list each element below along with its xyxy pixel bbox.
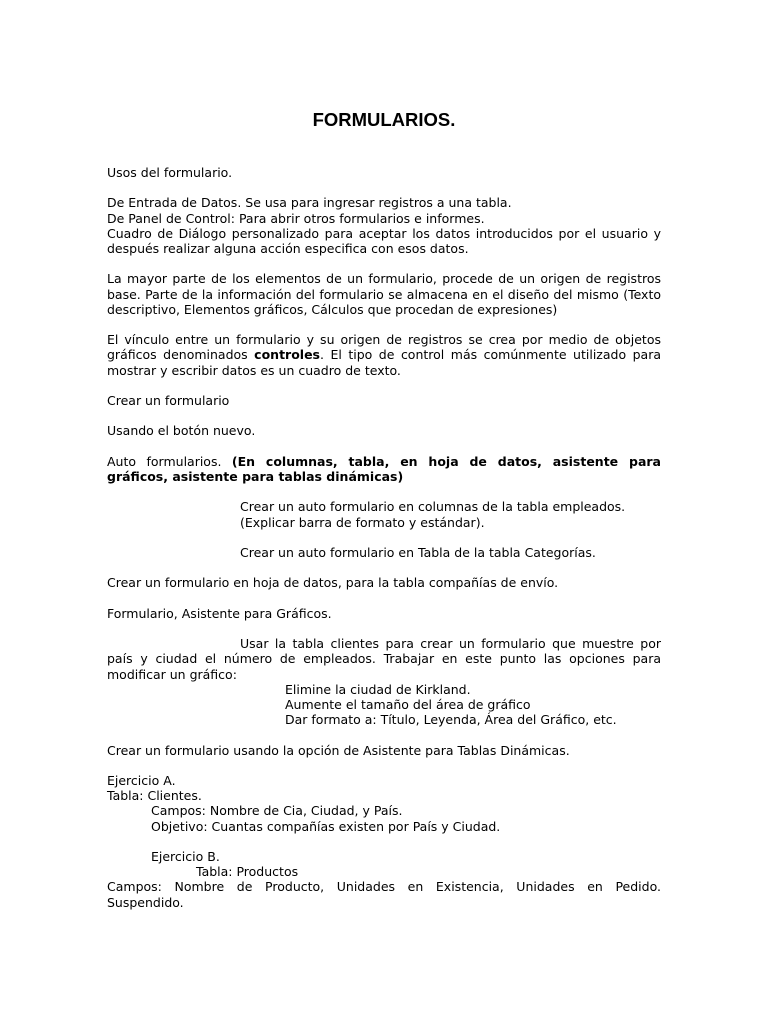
cuadro-paragraph: Cuadro de Diálogo personalizado para aceptar los datos introducidos por el usuario y después realizar alguna acción especifica con esos datos. [107,225,661,256]
tablas-dinamicas-paragraph: Crear un formulario usando la opción de Asistente para Tablas Dinámicas. [107,742,570,758]
usar-tabla-paragraph: Usar la tabla clientes para crear un formulario que muestre por país y ciudad el número de empleados. Trabajar en este punto las opciones para modificar un gráfico: [107,636,661,682]
aumente-item: Aumente el tamaño del área de gráfico [285,696,531,712]
crear-formulario-heading: Crear un formulario [107,392,230,408]
asistente-graficos-heading: Formulario, Asistente para Gráficos. [107,605,332,621]
campos-b-line: Campos: Nombre de Producto, Unidades en Existencia, Unidades en Pedido. Suspendido. [107,879,661,910]
document-body [107,165,661,910]
auto-text-bold: (En columnas, tabla, en hoja de datos, asistente para gráficos, asistente para tablas dinámicas) [107,453,661,484]
dar-formato-item: Dar formato a: Título, Leyenda, Área del Gráfico, etc. [285,712,617,728]
vinculo-text-bold: controles [254,347,320,363]
mayor-parte-paragraph: La mayor parte de los elementos de un formulario, procede de un origen de registros base. Parte de la información del formulario se almacena en el diseño del mismo (Texto descriptivo, Elementos gráficos, Cálculos que procedan de expresiones) [107,271,661,317]
auto-text-pre: Auto formularios. [107,453,232,469]
tabla-clientes-line: Tabla: Clientes. [107,788,202,804]
objetivo-a-line: Objetivo: Cuantas compañías existen por País y Ciudad. [151,818,501,834]
ejercicio-b-heading: Ejercicio B. [151,848,220,864]
auto-tabla-item: Crear un auto formulario en Tabla de la tabla Categorías. [240,544,596,560]
usos-heading: Usos del formulario. [107,165,233,180]
entrada-paragraph: De Entrada de Datos. Se usa para ingresar registros a una tabla. [107,195,512,211]
auto-formularios-paragraph [107,454,661,484]
vinculo-text-post: . El tipo de control más comúnmente utilizado para mostrar y escribir datos es un cuadro de texto. [107,347,661,378]
tabla-productos-line: Tabla: Productos [196,864,299,880]
vinculo-text-pre: El vínculo entre un formulario y su origen de registros se crea por medio de objetos gráficos denominados [107,332,661,363]
panel-paragraph: De Panel de Control: Para abrir otros formularios e informes. [107,210,485,226]
elimine-item: Elimine la ciudad de Kirkland. [285,681,471,697]
vinculo-paragraph [107,332,661,378]
explicar-barra-item: (Explicar barra de formato y estándar). [240,514,485,530]
campos-a-line: Campos: Nombre de Cia, Ciudad, y País. [151,803,403,819]
usando-boton-paragraph: Usando el botón nuevo. [107,423,256,439]
ejercicio-a-heading: Ejercicio A. [107,772,176,788]
auto-columnas-item: Crear un auto formulario en columnas de la tabla empleados. [240,499,626,515]
document-title: FORMULARIOS. [312,109,456,130]
hoja-datos-paragraph: Crear un formulario en hoja de datos, para la tabla compañías de envío. [107,575,559,591]
